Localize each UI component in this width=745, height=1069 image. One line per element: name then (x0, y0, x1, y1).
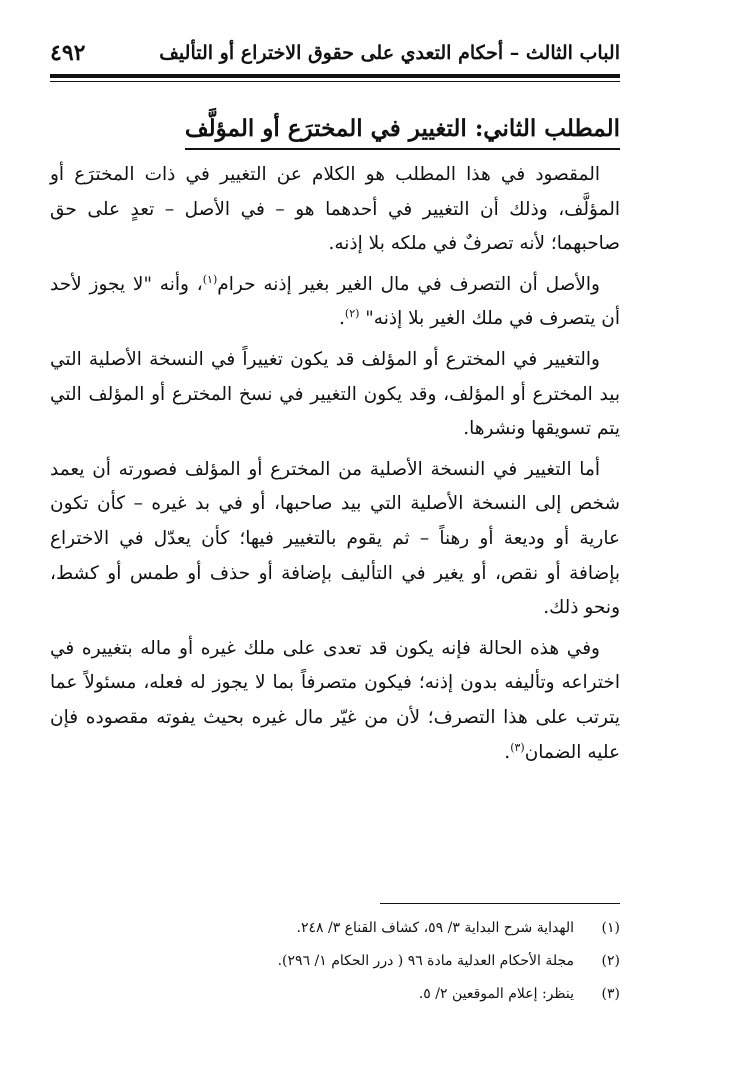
paragraph-5 (50, 632, 620, 770)
footnote-ref-3: (٣) (510, 740, 525, 754)
footnote-text: ينظر: إعلام الموقعين ٢/ ٥. (418, 986, 574, 1002)
footnote-number: (٣) (601, 986, 620, 1002)
paragraph-3: والتغيير في المخترع أو المؤلف قد يكون تغييراً في النسخة الأصلية التي بيد المخترع أو المؤلف، وقد يكون التغيير في نسخ المخترع أو المؤلف التي يتم تسويقها ونشرها. (50, 348, 620, 440)
paragraph-5-text-after: . (504, 741, 511, 763)
running-title: الباب الثالث – أحكام التعدي على حقوق الاختراع أو التأليف (159, 42, 620, 64)
body-text (50, 158, 620, 776)
paragraph-2-text-middle: ، وأنه "لا يجوز لأحد أن يتصرف في ملك الغير بلا إذنه" (50, 273, 620, 330)
paragraph-5-text-before: وفي هذه الحالة فإنه يكون قد تعدى على ملك غيره أو ماله بتغييره في اختراعه وتأليفه بدون إذنه؛ فيكون متصرفاً بما لا يجوز له فعله، مسئولاً عما يترتب على هذا التصرف؛ لأن من غيّر مال غيره بحيث يفوته مقصوده فإن عليه الضمان (50, 637, 620, 763)
paragraph-1: المقصود في هذا المطلب هو الكلام عن التغيير في ذات المخترَع أو المؤلَّف، وذلك أن التغيير في أحدهما هو – في الأصل – تعدٍ على حق صاحبهما؛ لأنه تصرفٌ في ملكه بلا إذنه. (50, 164, 620, 255)
paragraph-4: أما التغيير في النسخة الأصلية من المخترع أو المؤلف فصورته أن يعمد شخص إلى النسخة الأصلية التي بيد صاحبها، أو في بد غيره – كأن تكون عارية أو وديعة أو رهناً – ثم يقوم بالتغيير فيها؛ كأن يعدّل في الاختراع بإضافة أو نقص، أو يغير في التأليف بإضافة أو حذف أو طمس أو كشط، ونحو ذلك. (50, 458, 620, 619)
footnote-text: الهداية شرح البداية ٣/ ٥٩، كشاف القناع ٣/ ٢٤٨. (296, 920, 574, 936)
footnote-text: مجلة الأحكام العدلية مادة ٩٦ ( درر الحكام ١/ ٢٩٦). (277, 953, 574, 969)
paragraph-2-text-after: . (339, 308, 345, 330)
footnote-item (50, 978, 620, 1011)
running-header (50, 36, 620, 70)
section-title: المطلب الثاني: التغيير في المخترَع أو المؤلَّف (185, 112, 620, 150)
footnote-ref-2: (٢) (344, 307, 360, 321)
footnote-number: (١) (601, 920, 620, 936)
footnotes (50, 912, 620, 1011)
footnote-number: (٢) (601, 953, 620, 969)
footnote-item (50, 945, 620, 978)
footnote-separator (380, 903, 620, 904)
paragraph-2 (50, 268, 620, 337)
page-number: ٤٩٢ (50, 40, 86, 66)
footnote-ref-1: (١) (202, 272, 218, 286)
header-rule-thin (50, 81, 620, 82)
paragraph-2-text-before: والأصل أن التصرف في مال الغير بغير إذنه حرام (217, 273, 600, 295)
header-rule-thick (50, 74, 620, 78)
footnote-item (50, 912, 620, 945)
